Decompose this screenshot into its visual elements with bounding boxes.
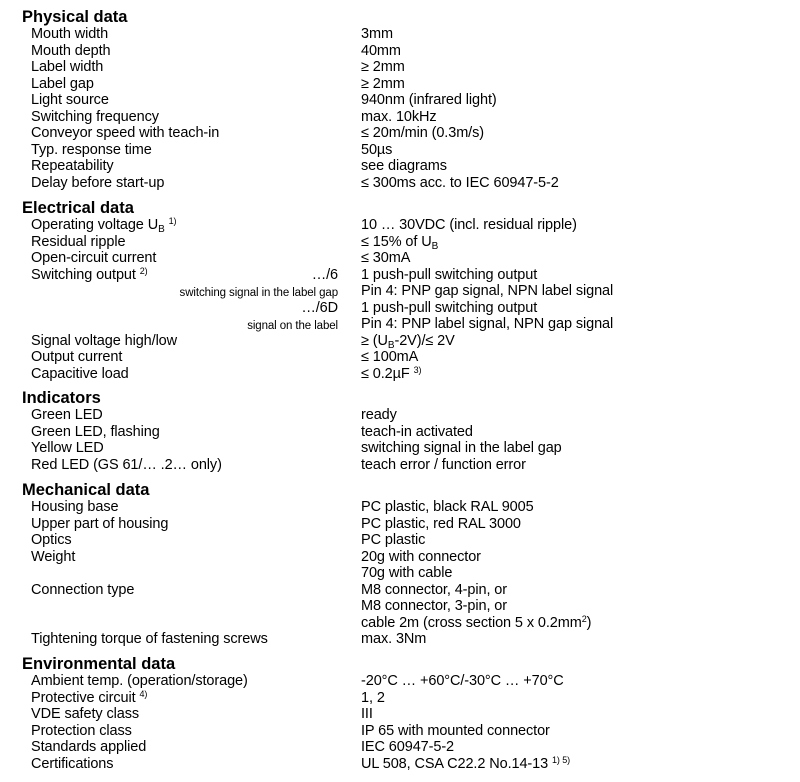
row-value	[361, 457, 526, 473]
row-value	[361, 690, 385, 706]
row-value-text: 1, 2	[361, 689, 385, 706]
row-label-text: Capacitive load	[31, 365, 129, 382]
row-label	[31, 142, 152, 158]
row-value-text: M8 connector, 3-pin, or	[361, 598, 507, 615]
row-label-text: Housing base	[31, 499, 119, 515]
row-value-text: teach error / function error	[361, 456, 526, 473]
row-value	[361, 26, 393, 42]
row-label-text: VDE safety class	[31, 706, 139, 723]
row-value-text: switching signal in the label gap	[361, 440, 562, 457]
row-label-text: Conveyor speed with teach-in	[31, 125, 220, 142]
row-value-text: Pin 4: PNP label signal, NPN gap signal	[361, 316, 614, 333]
row-label-text: Output current	[31, 349, 123, 366]
row-label	[31, 440, 104, 456]
row-value	[361, 175, 559, 191]
row-value-subscript: B	[387, 339, 395, 351]
row-label	[31, 673, 248, 689]
row-label-text: Optics	[31, 532, 72, 549]
row-value	[361, 142, 392, 158]
section-title: Indicators	[22, 389, 101, 407]
row-label-text: Signal voltage high/low	[31, 332, 178, 349]
row-label-text: Residual ripple	[31, 233, 126, 250]
row-label	[31, 457, 222, 473]
row-label	[31, 26, 108, 42]
row-label-text: Green LED, flashing	[31, 423, 160, 440]
row-value	[361, 59, 405, 75]
row-value-text: cable 2m (cross section 5 x 0.2mm	[361, 614, 582, 631]
row-label-text: Repeatability	[31, 158, 114, 175]
row-value-text: ≥ 2mm	[361, 59, 405, 76]
row-label-text: Green LED	[31, 407, 103, 423]
row-label-text: Weight	[31, 548, 76, 565]
row-value	[361, 267, 537, 283]
row-value	[361, 706, 373, 722]
row-value-prefix: ≥ (U	[361, 332, 388, 349]
row-value	[361, 92, 497, 108]
row-label	[31, 631, 268, 647]
row-label-footnote: 2)	[139, 265, 148, 276]
row-value-text: ≤ 15% of U	[361, 233, 432, 250]
row-value-text: see diagrams	[361, 158, 447, 175]
section-title: Electrical data	[22, 199, 134, 217]
row-label-text: Mouth width	[31, 26, 109, 42]
row-value-text: Pin 4: PNP gap signal, NPN label signal	[361, 283, 614, 300]
row-value	[361, 283, 613, 299]
row-value-text: ≤ 30mA	[361, 250, 411, 267]
row-label-text: Label width	[31, 59, 104, 76]
row-value	[361, 366, 421, 382]
row-value	[361, 43, 401, 59]
row-value-text: PC plastic, red RAL 3000	[361, 515, 521, 532]
row-label-text: Operating voltage U	[31, 217, 159, 233]
row-value	[361, 300, 537, 316]
row-label	[31, 267, 148, 283]
row-sublabel: switching signal in the label gap	[179, 287, 338, 300]
row-value-text: IEC 60947-5-2	[361, 739, 455, 756]
row-sublabel: signal on the label	[247, 320, 338, 333]
row-value	[361, 549, 481, 565]
row-value	[361, 316, 613, 332]
row-label	[31, 43, 111, 59]
row-variant-label: …/6D	[301, 299, 338, 316]
row-label	[31, 234, 125, 250]
row-label-text: Tightening torque of fastening screws	[31, 631, 268, 648]
row-value	[361, 440, 562, 456]
row-value	[361, 723, 550, 739]
row-value	[361, 234, 438, 250]
row-label-text: Open-circuit current	[31, 250, 157, 267]
row-value-text: 70g with cable	[361, 565, 453, 582]
row-value	[361, 158, 447, 174]
row-value-text: ≤ 20m/min (0.3m/s)	[361, 125, 484, 142]
row-value-text: 1 push-pull switching output	[361, 299, 538, 316]
row-value	[361, 109, 437, 125]
row-label-text: Switching frequency	[31, 108, 159, 125]
row-value-text: IP 65 with mounted connector	[361, 722, 550, 739]
row-value-text: 20g with connector	[361, 548, 481, 565]
row-value	[361, 125, 484, 141]
row-value-text: 50µs	[361, 141, 393, 158]
row-label-text: Certifications	[31, 755, 114, 772]
row-variant-label: …/6	[311, 266, 338, 283]
row-label-text: Red LED (GS 61/… .2… only)	[31, 456, 222, 473]
row-value	[361, 407, 397, 423]
row-label	[31, 706, 139, 722]
row-value	[361, 424, 473, 440]
row-label	[31, 516, 168, 532]
row-label	[31, 532, 72, 548]
row-value-text: -20°C … +60°C/-30°C … +70°C	[361, 673, 564, 689]
row-label	[31, 250, 156, 266]
row-value-text: max. 10kHz	[361, 108, 437, 125]
row-value-text: M8 connector, 4-pin, or	[361, 581, 507, 598]
row-value-text: PC plastic, black RAL 9005	[361, 499, 534, 515]
row-label-footnote: 4)	[139, 688, 148, 699]
row-label	[31, 92, 109, 108]
row-value	[361, 349, 418, 365]
row-label-text: Connection type	[31, 581, 135, 598]
row-label-text: Mouth depth	[31, 42, 111, 59]
row-value-subscript: B	[431, 240, 439, 252]
row-value	[361, 598, 507, 614]
row-label-subscript: B	[158, 224, 165, 235]
row-value-text: PC plastic	[361, 532, 426, 549]
section-title: Physical data	[22, 8, 128, 26]
row-value-text: 940nm (infrared light)	[361, 92, 497, 109]
row-label	[31, 349, 122, 365]
row-value-text: ≤ 300ms acc. to IEC 60947-5-2	[361, 174, 559, 191]
row-value-footnote: 1) 5)	[552, 754, 571, 765]
row-label	[31, 424, 160, 440]
row-label-text: Standards applied	[31, 739, 147, 756]
row-value-footnote: 3)	[413, 364, 422, 375]
row-value-text: ≥ 2mm	[361, 75, 405, 92]
row-value	[361, 739, 454, 755]
row-value-text: teach-in activated	[361, 423, 473, 440]
row-label-text: Delay before start-up	[31, 174, 165, 191]
row-value	[361, 76, 405, 92]
row-value-text: 1 push-pull switching output	[361, 266, 538, 283]
row-value-text: 40mm	[361, 42, 401, 59]
row-label-footnote: 1)	[168, 216, 177, 226]
row-label	[31, 549, 75, 565]
row-value-text: 10 … 30VDC (incl. residual ripple)	[361, 217, 577, 233]
row-label-text: Upper part of housing	[31, 515, 169, 532]
row-label	[31, 217, 176, 233]
section-title: Mechanical data	[22, 481, 150, 499]
row-value	[361, 565, 452, 581]
row-value-text: ≤ 100mA	[361, 349, 419, 366]
row-label-text: Label gap	[31, 75, 94, 92]
row-value-footnote: 2	[581, 613, 587, 624]
row-value-text: max. 3Nm	[361, 631, 427, 648]
row-label-text: Protection class	[31, 722, 132, 739]
row-label-text: Protective circuit	[31, 689, 136, 706]
row-label	[31, 333, 177, 349]
row-label	[31, 76, 94, 92]
row-label	[31, 175, 164, 191]
row-value	[361, 631, 426, 647]
row-label-text: Yellow LED	[31, 440, 104, 457]
row-value-text: ≤ 0.2µF	[361, 365, 410, 382]
row-value	[361, 499, 534, 515]
row-label	[31, 59, 103, 75]
row-value-text: 3mm	[361, 26, 393, 42]
row-label	[31, 158, 114, 174]
row-label-text: Typ. response time	[31, 141, 152, 158]
row-label	[31, 125, 219, 141]
row-value	[361, 615, 591, 631]
row-value-text: -2V)/≤ 2V	[394, 332, 455, 349]
section-title: Environmental data	[22, 655, 176, 673]
row-value	[361, 756, 570, 772]
row-value	[361, 516, 521, 532]
row-label	[31, 582, 134, 598]
row-label	[31, 407, 103, 423]
row-value	[361, 532, 425, 548]
row-label	[31, 723, 132, 739]
row-value	[361, 582, 507, 598]
row-value-text: UL 508, CSA C22.2 No.14-13	[361, 755, 549, 772]
row-label-text: Switching output	[31, 266, 136, 283]
row-value	[361, 333, 455, 349]
row-label-text: Ambient temp. (operation/storage)	[31, 673, 248, 689]
row-value-text: III	[361, 706, 373, 723]
row-value-text: ready	[361, 407, 397, 423]
row-label	[31, 690, 147, 706]
row-label	[31, 366, 129, 382]
row-label	[31, 499, 118, 515]
row-value	[361, 673, 564, 689]
row-value-suffix: )	[586, 614, 592, 631]
row-label	[31, 756, 113, 772]
row-label-text: Light source	[31, 92, 109, 109]
row-label	[31, 739, 146, 755]
row-value	[361, 250, 410, 266]
row-label	[31, 109, 159, 125]
row-value	[361, 217, 577, 233]
